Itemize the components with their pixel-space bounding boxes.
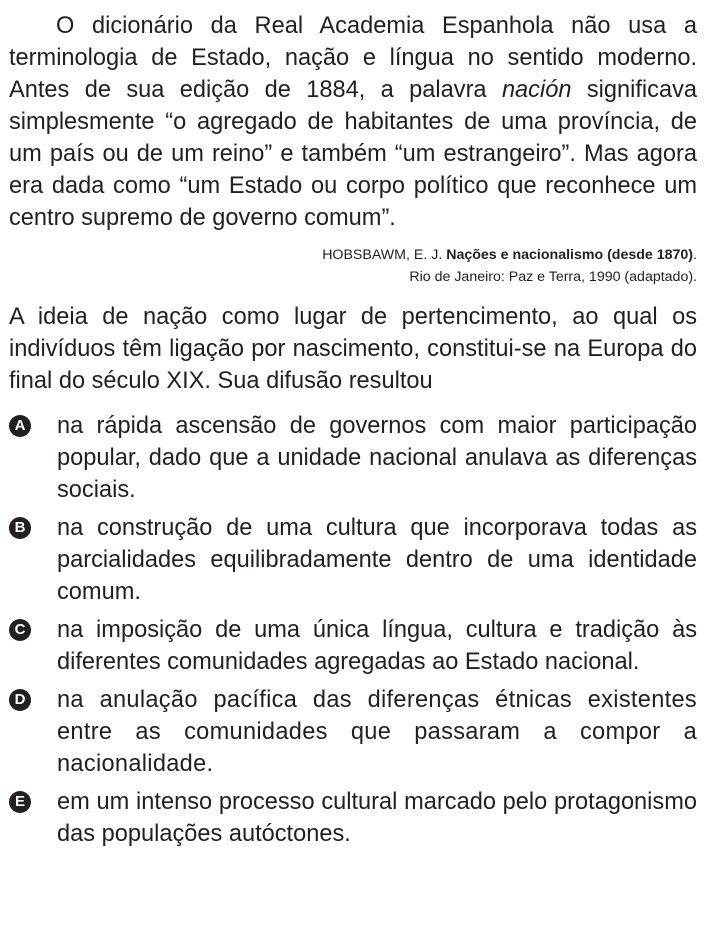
option-d-badge[interactable]: D: [9, 689, 31, 711]
option-a[interactable]: [9, 410, 697, 506]
passage-text: [9, 10, 697, 234]
option-a-badge[interactable]: A: [9, 415, 31, 437]
passage-italic-word: nación: [501, 77, 572, 103]
passage-text-start: O dicionário da Real Academia Espanhola não usa a terminologia de Estado, nação e língua no sentido moderno. Antes de sua edição de 1884, a palavra: [9, 13, 697, 103]
option-a-text: na rápida ascensão de governos com maior participação popular, dado que a unidade nacional anulava as diferenças sociais.: [57, 413, 697, 503]
option-e-badge[interactable]: E: [9, 791, 31, 813]
option-c-badge[interactable]: C: [9, 619, 31, 641]
citation-publisher: Rio de Janeiro: Paz e Terra, 1990 (adaptado).: [409, 269, 697, 285]
option-d-text: na anulação pacífica das diferenças étnicas existentes entre as comunidades que passaram a compor a nacionalidade.: [57, 687, 697, 777]
option-b-text: na construção de uma cultura que incorporava todas as parcialidades equilibradamente dentro de uma identidade comum.: [57, 515, 697, 605]
passage-text-end: significava simplesmente “o agregado de habitantes de uma província, de um país ou de um reino” e também “um estrangeiro”. Mas agora era dada como “um Estado ou corpo político que reconhece um centro supremo de governo comum”.: [9, 77, 698, 231]
source-citation: [9, 244, 697, 288]
option-e-text: em um intenso processo cultural marcado pelo protagonismo das populações autóctones.: [57, 789, 697, 847]
option-b-badge[interactable]: B: [9, 517, 31, 539]
citation-title-end: .: [693, 247, 697, 263]
option-c-text: na imposição de uma única língua, cultura e tradição às diferentes comunidades agregadas ao Estado nacional.: [57, 617, 697, 675]
citation-author: HOBSBAWM, E. J.: [322, 247, 447, 263]
answer-options: [9, 410, 697, 850]
option-c[interactable]: [9, 614, 697, 678]
option-b[interactable]: [9, 512, 697, 608]
question-stem: A ideia de nação como lugar de pertencimento, ao qual os indivíduos têm ligação por nascimento, constitui-se na Europa do final do século XIX. Sua difusão resultou: [9, 304, 697, 394]
citation-line-1: [9, 244, 697, 266]
option-e[interactable]: [9, 786, 697, 850]
option-d[interactable]: [9, 684, 697, 780]
citation-title: Nações e nacionalismo (desde 1870): [446, 247, 694, 263]
